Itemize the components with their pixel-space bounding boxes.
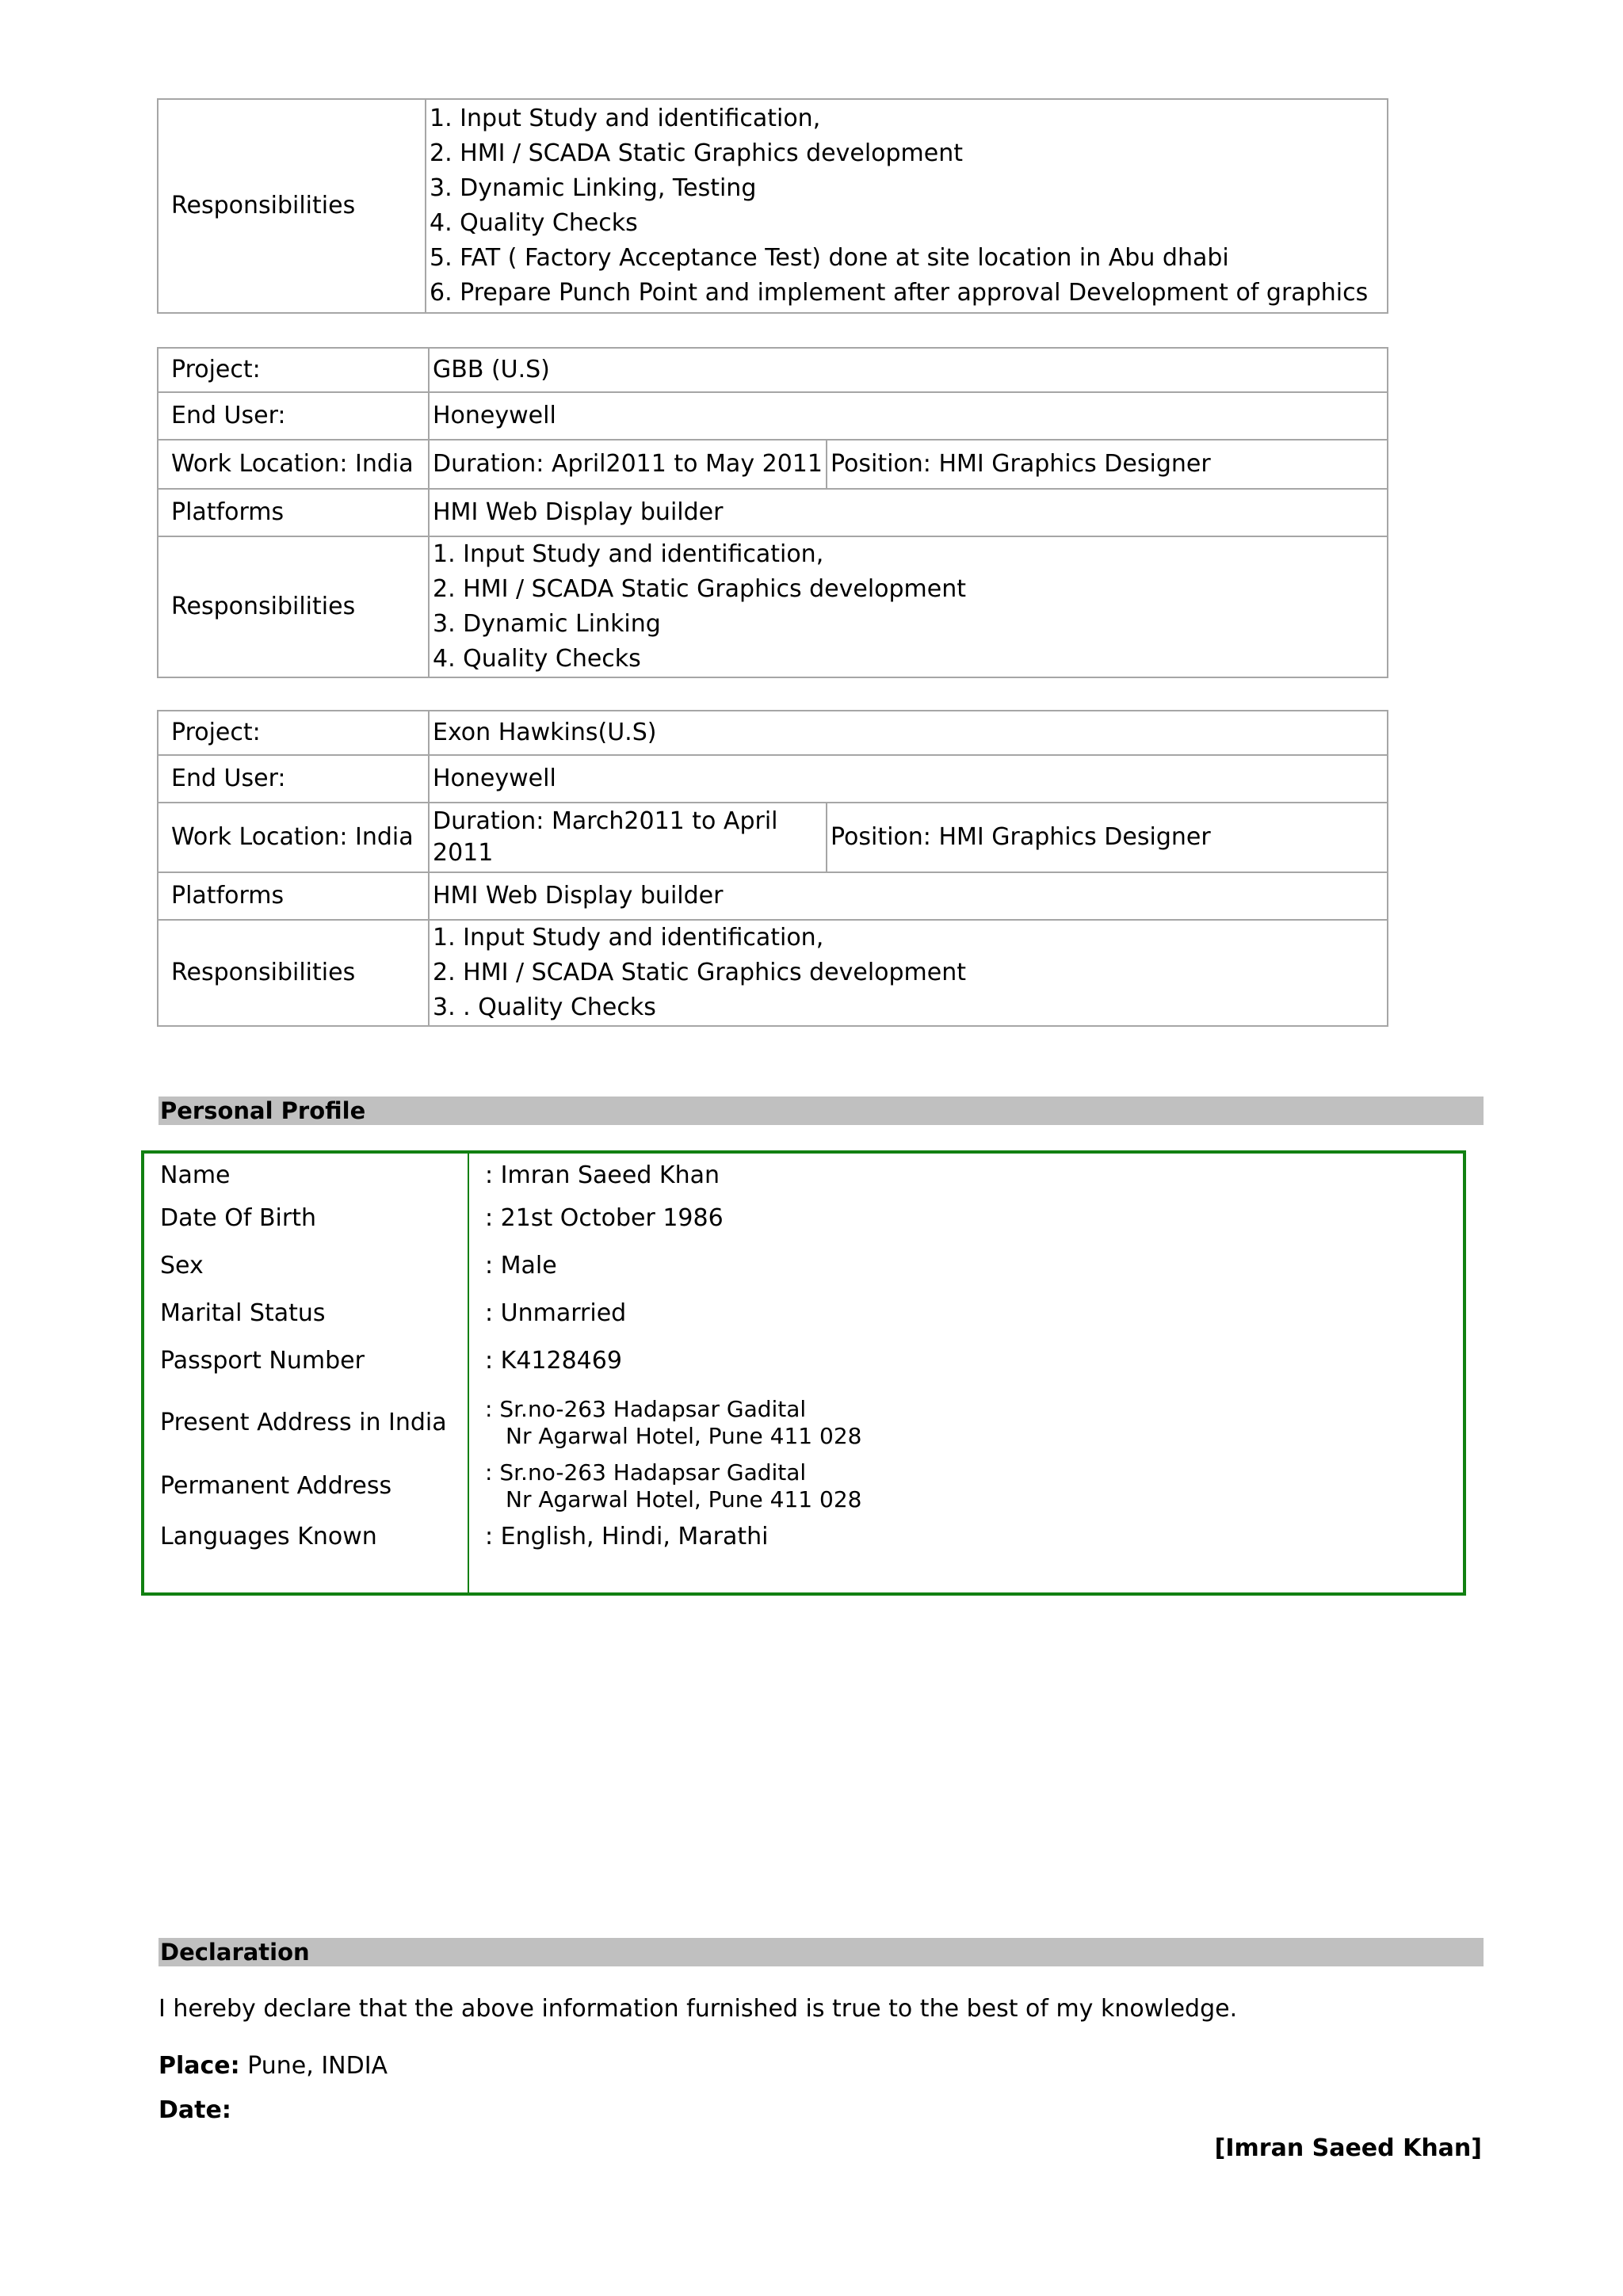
place-label: Place: <box>158 2052 240 2080</box>
marital-status-value: : Unmarried <box>485 1299 627 1327</box>
sex-value: : Male <box>485 1252 557 1280</box>
address-line: : Sr.no-263 Hadapsar Gadital <box>485 1396 807 1422</box>
responsibilities-row <box>158 536 1388 677</box>
platforms-value: HMI Web Display builder <box>429 872 1388 920</box>
list-item: 5. FAT ( Factory Acceptance Test) done at site location in Abu dhabi <box>430 244 1229 272</box>
responsibilities-list <box>426 99 1388 313</box>
permanent-address-value <box>485 1459 861 1513</box>
personal-profile-box <box>141 1150 1466 1596</box>
end-user-value: Honeywell <box>429 392 1388 440</box>
list-item: 3. Dynamic Linking, Testing <box>430 174 757 202</box>
place-line <box>158 2052 388 2080</box>
responsibilities-label: Responsibilities <box>158 99 426 313</box>
responsibilities-label: Responsibilities <box>158 536 429 677</box>
duration: Duration: April2011 to May 2011 <box>429 440 827 489</box>
address-line: Nr Agarwal Hotel, Pune 411 028 <box>506 1423 862 1449</box>
end-user-value: Honeywell <box>429 755 1388 803</box>
present-address-value <box>485 1396 861 1450</box>
profile-divider <box>468 1154 469 1592</box>
place-value: Pune, INDIA <box>239 2052 388 2080</box>
table-row <box>158 348 1388 392</box>
list-item: 1. Input Study and identification, <box>433 540 824 568</box>
table-row <box>158 803 1388 872</box>
responsibilities-label: Responsibilities <box>158 920 429 1026</box>
declaration-statement: I hereby declare that the above information furnished is true to the best of my knowledge. <box>158 1995 1238 2023</box>
platforms-label: Platforms <box>158 489 429 536</box>
marital-status-label: Marital Status <box>160 1299 326 1327</box>
permanent-address-label: Permanent Address <box>160 1472 392 1500</box>
project-continued-table <box>157 98 1388 314</box>
platforms-value: HMI Web Display builder <box>429 489 1388 536</box>
table-row <box>158 392 1388 440</box>
end-user-label: End User: <box>158 392 429 440</box>
list-item: 3. . Quality Checks <box>433 994 656 1021</box>
personal-profile-heading: Personal Profile <box>158 1097 1484 1125</box>
responsibilities-list <box>429 920 1388 1026</box>
work-location: Work Location: India <box>158 803 429 872</box>
position: Position: HMI Graphics Designer <box>827 803 1388 872</box>
project-value: GBB (U.S) <box>429 348 1388 392</box>
address-line: Nr Agarwal Hotel, Pune 411 028 <box>506 1486 862 1512</box>
responsibilities-list <box>429 536 1388 677</box>
table-row <box>158 872 1388 920</box>
table-row <box>158 711 1388 755</box>
present-address-label: Present Address in India <box>160 1409 447 1436</box>
list-item: 6. Prepare Punch Point and implement after approval Development of graphics <box>430 279 1369 307</box>
project-gbb-table <box>157 347 1388 678</box>
name-label: Name <box>160 1161 231 1189</box>
duration-line: 2011 <box>433 839 494 867</box>
project-exon-table <box>157 710 1388 1027</box>
list-item: 4. Quality Checks <box>433 645 641 673</box>
declaration-heading: Declaration <box>158 1938 1484 1966</box>
duration <box>429 803 827 872</box>
table-row <box>158 489 1388 536</box>
list-item: 3. Dynamic Linking <box>433 610 661 638</box>
responsibilities-row <box>158 920 1388 1026</box>
list-item: 4. Quality Checks <box>430 209 638 237</box>
list-item: 2. HMI / SCADA Static Graphics development <box>433 959 967 986</box>
sex-label: Sex <box>160 1252 204 1280</box>
responsibilities-row <box>158 99 1388 313</box>
languages-value: : English, Hindi, Marathi <box>485 1523 769 1550</box>
platforms-label: Platforms <box>158 872 429 920</box>
list-item: 1. Input Study and identification, <box>433 924 824 952</box>
table-row <box>158 755 1388 803</box>
signature: [Imran Saeed Khan] <box>1214 2134 1482 2162</box>
date-line <box>158 2096 231 2124</box>
table-row <box>158 440 1388 489</box>
project-label: Project: <box>158 711 429 755</box>
languages-label: Languages Known <box>160 1523 377 1550</box>
list-item: 2. HMI / SCADA Static Graphics development <box>433 575 967 603</box>
date-label: Date: <box>158 2096 231 2124</box>
passport-value: : K4128469 <box>485 1347 622 1375</box>
list-item: 1. Input Study and identification, <box>430 105 821 132</box>
project-value: Exon Hawkins(U.S) <box>429 711 1388 755</box>
end-user-label: End User: <box>158 755 429 803</box>
duration-line: Duration: March2011 to April <box>433 807 778 835</box>
dob-value: : 21st October 1986 <box>485 1204 724 1232</box>
list-item: 2. HMI / SCADA Static Graphics development <box>430 139 964 167</box>
name-value: : Imran Saeed Khan <box>485 1161 720 1189</box>
work-location: Work Location: India <box>158 440 429 489</box>
address-line: : Sr.no-263 Hadapsar Gadital <box>485 1459 807 1486</box>
position: Position: HMI Graphics Designer <box>827 440 1388 489</box>
project-label: Project: <box>158 348 429 392</box>
passport-label: Passport Number <box>160 1347 365 1375</box>
dob-label: Date Of Birth <box>160 1204 316 1232</box>
